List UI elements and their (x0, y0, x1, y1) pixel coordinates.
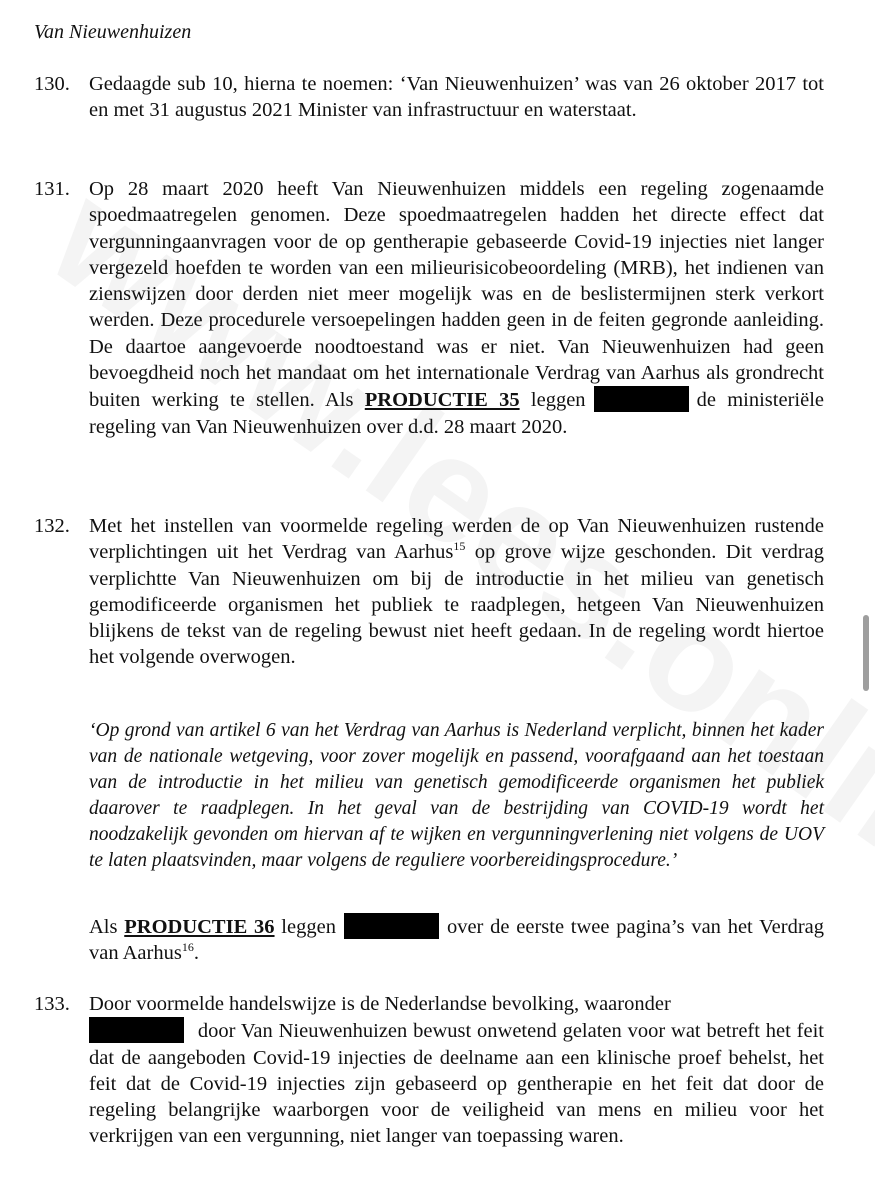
scrollbar-thumb[interactable] (863, 615, 869, 691)
redaction-block (89, 1017, 184, 1043)
paragraph-131 (34, 176, 824, 440)
paragraph-body-continued: op grove wijze geschonden. Dit verdrag verplichtte Van Nieuwenhuizen om bij de introductie in het milieu van genetisch gemodificeerde organismen het publiek te raadplegen, hetgeen Van Nieuwenhuizen blijkens de tekst van de regeling bewust niet heeft gedaan. In de regeling wordt hiertoe het volgende overwogen. (89, 541, 825, 669)
paragraph-body-continued: door Van Nieuwenhuizen bewust onwetend gelaten voor wat betreft het feit dat de aangeboden Covid-19 injecties de deelname aan een klinische proef behelst, het feit dat de Covid-19 injecties zijn gebaseerd op gentherapie en het feit dat door de regeling belangrijke waarborgen voor de veiligheid van mens en milieu voor het verkrijgen van een vergunning, niet langer van toepassing waren. (89, 1020, 824, 1148)
paragraph-number: 132. (34, 515, 70, 537)
paragraph-tail: de ministeriële regeling van Van Nieuwenhuizen over d.d. 28 maart 2020. (89, 389, 824, 438)
redaction-block (344, 913, 439, 939)
paragraph-133 (34, 991, 824, 1150)
paragraph-text (89, 913, 824, 967)
paragraph-tail: over de eerste twee pagina’s van het Verdrag van Aarhus (89, 916, 825, 965)
leggen-label: leggen (281, 916, 336, 938)
paragraph-132-productie (34, 913, 824, 967)
productie-36-label: PRODUCTIE 36 (124, 916, 275, 938)
paragraph-body: Met het instellen van voormelde regeling werden de op Van Nieuwenhuizen rustende verplichtingen uit het Verdrag van Aarhus (89, 515, 824, 564)
page-header: Van Nieuwenhuizen (34, 21, 192, 43)
leggen-label: leggen (530, 389, 586, 412)
paragraph-number: 130. (34, 73, 70, 95)
paragraph-text: Gedaagde sub 10, hierna te noemen: ‘Van Nieuwenhuizen’ was van 26 oktober 2017 tot en met 31 augustus 2021 Minister van infrastructuur en waterstaat. (89, 73, 824, 122)
paragraph-end: . (193, 942, 199, 965)
redaction-block (594, 386, 689, 412)
paragraph-body: Op 28 maart 2020 heeft Van Nieuwenhuizen middels een regeling zogenaamde spoedmaatregelen genomen. Deze spoedmaatregelen hadden het directe effect dat vergunningaanvragen voor de op gentherapie gebaseerde Covid-19 injecties niet langer vergezeld hoefden te worden van een milieurisicobeoordeling (MRB), het indienen van zienswijzen door derden niet meer mogelijk was en de beslistermijnen sterk verkort werden. Deze procedurele versoepelingen hadden geen in de feiten gegronde aanleiding. De daartoe aangevoerde noodtoestand was er niet. Van Nieuwenhuizen had geen bevoegdheid noch het mandaat om het internationale Verdrag van Aarhus als grondrecht buiten werking te stellen. (89, 178, 824, 412)
paragraph-text (89, 991, 824, 1150)
als-label: Als (89, 916, 118, 938)
paragraph-number: 131. (34, 178, 70, 200)
productie-35-label: PRODUCTIE 35 (364, 389, 520, 412)
paragraph-130 (34, 71, 824, 124)
paragraph-body: Door voormelde handelswijze is de Nederlandse bevolking, waaronder (89, 993, 671, 1015)
footnote-ref-16: 16 (181, 940, 194, 955)
block-quote: ‘Op grond van artikel 6 van het Verdrag van Aarhus is Nederland verplicht, binnen het kader van de nationale wetgeving, voor zover mogelijk en passend, voorafgaand aan het toestaan van de introductie in het milieu van genetisch gemodificeerde organismen het publiek daarover te raadplegen. In het geval van de bestrijding van COVID-19 wordt het noodzakelijk gevonden om hiervan af te wijken en vergunningverlening niet volgens de UOV te laten plaatsvinden, maar volgens de reguliere voorbereidingsprocedure.’ (89, 720, 824, 871)
footnote-ref-15: 15 (453, 539, 466, 554)
paragraph-132 (34, 513, 824, 671)
paragraph-text (89, 176, 824, 440)
paragraph-text (89, 513, 824, 671)
als-label: Als (324, 389, 354, 412)
paragraph-number: 133. (34, 993, 70, 1015)
